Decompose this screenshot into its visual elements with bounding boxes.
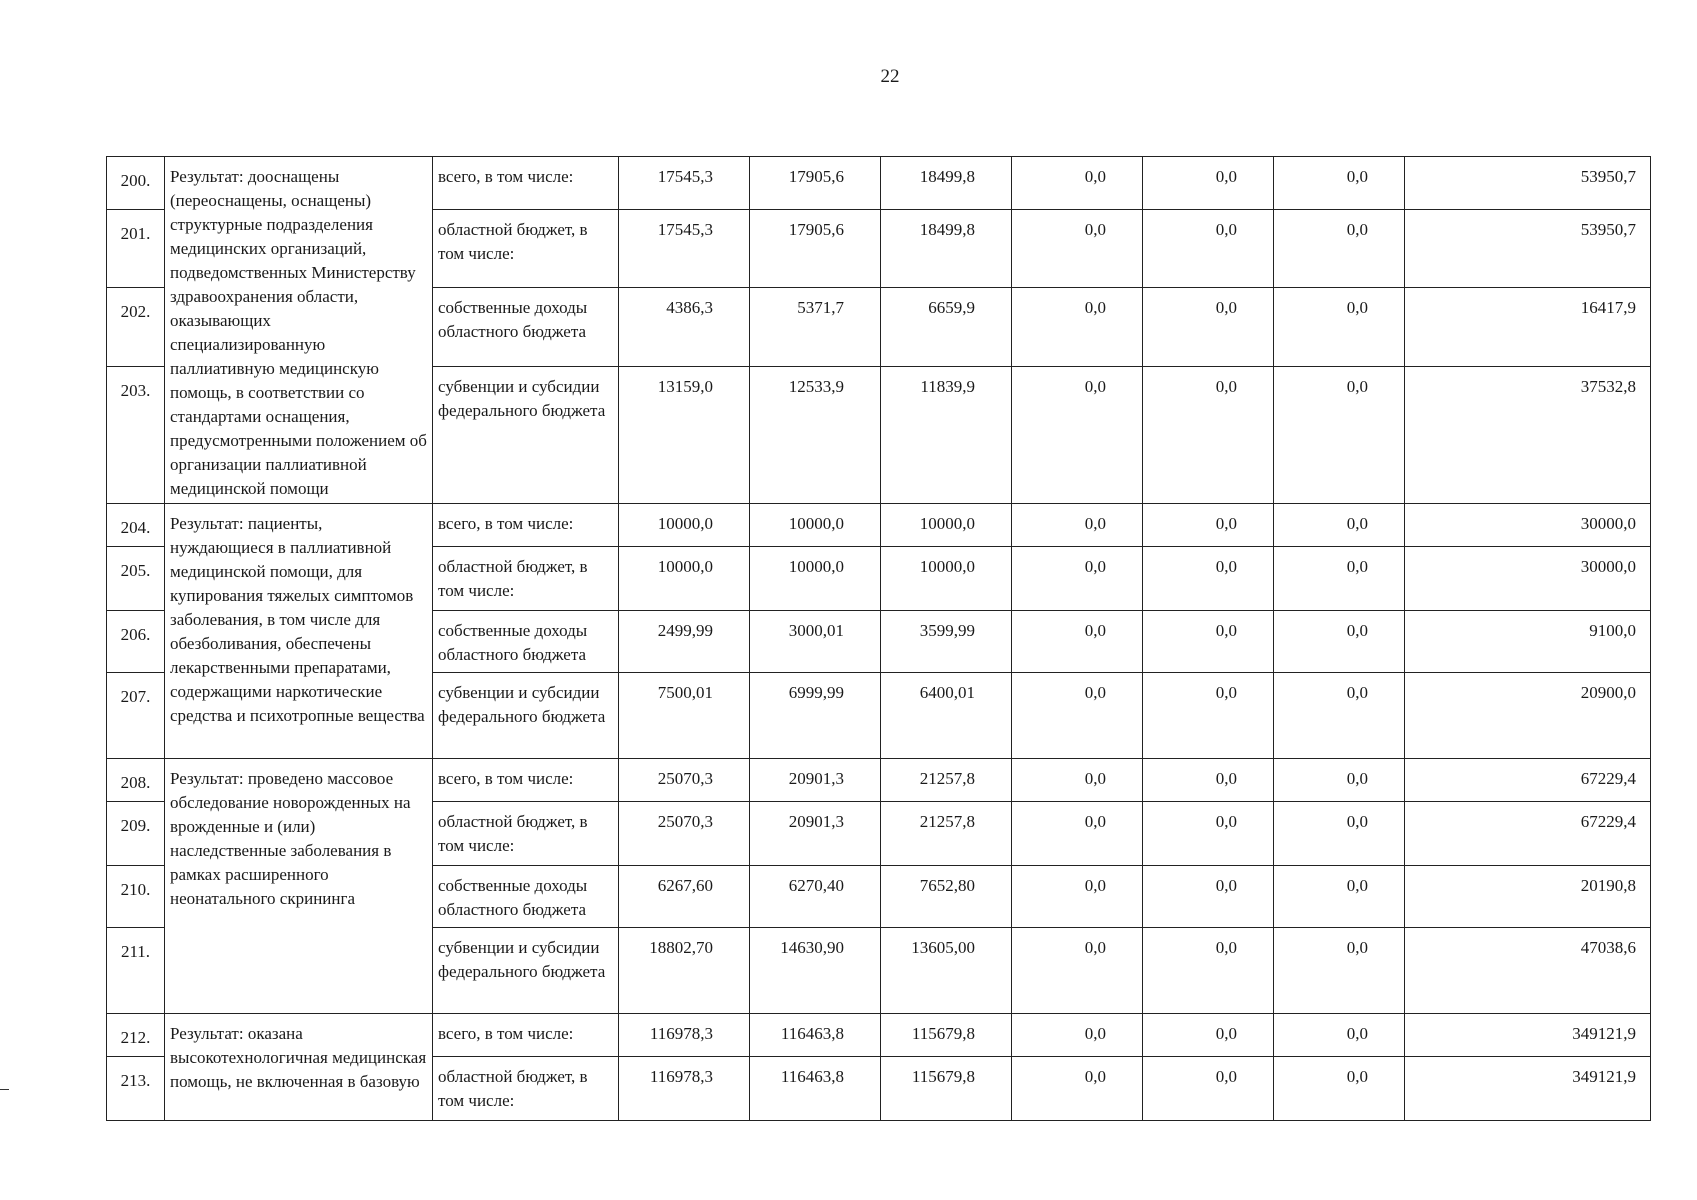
funding-source: собственные доходы областного бюджета [433,866,619,928]
funding-source: всего, в том числе: [433,504,619,547]
budget-table [106,156,1651,1121]
year-value: 0,0 [1274,611,1405,673]
year-value: 0,0 [1012,1014,1143,1057]
year-value: 6270,40 [750,866,881,928]
total-value: 67229,4 [1405,802,1651,866]
total-value: 349121,9 [1405,1014,1651,1057]
year-value: 13159,0 [619,367,750,504]
funding-source: субвенции и субсидии федерального бюджета [433,673,619,759]
year-value: 0,0 [1143,759,1274,802]
year-value: 17545,3 [619,210,750,287]
year-value: 0,0 [1143,157,1274,210]
year-value: 18499,8 [881,157,1012,210]
total-value: 30000,0 [1405,504,1651,547]
year-value: 17905,6 [750,210,881,287]
total-value: 53950,7 [1405,157,1651,210]
row-number: 203. [107,367,165,504]
year-value: 115679,8 [881,1057,1012,1121]
year-value: 17545,3 [619,157,750,210]
year-value: 21257,8 [881,759,1012,802]
total-value: 53950,7 [1405,210,1651,287]
result-description: Результат: проведено массовое обследование новорожденных на врожденные и (или) наследственные заболевания в рамках расширенного неонатального скрининга [165,759,433,1014]
row-number: 201. [107,210,165,287]
year-value: 0,0 [1143,504,1274,547]
year-value: 0,0 [1143,1014,1274,1057]
funding-source: областной бюджет, в том числе: [433,802,619,866]
year-value: 116463,8 [750,1014,881,1057]
year-value: 0,0 [1143,611,1274,673]
year-value: 10000,0 [750,547,881,611]
year-value: 0,0 [1274,866,1405,928]
year-value: 7652,80 [881,866,1012,928]
year-value: 0,0 [1143,287,1274,367]
year-value: 0,0 [1143,1057,1274,1121]
year-value: 0,0 [1143,928,1274,1014]
year-value: 5371,7 [750,287,881,367]
total-value: 9100,0 [1405,611,1651,673]
year-value: 0,0 [1012,547,1143,611]
year-value: 10000,0 [750,504,881,547]
year-value: 0,0 [1274,928,1405,1014]
funding-source: всего, в том числе: [433,157,619,210]
year-value: 0,0 [1012,157,1143,210]
total-value: 20900,0 [1405,673,1651,759]
year-value: 6999,99 [750,673,881,759]
year-value: 0,0 [1012,673,1143,759]
total-value: 47038,6 [1405,928,1651,1014]
year-value: 0,0 [1012,611,1143,673]
row-number: 213. [107,1057,165,1121]
year-value: 6659,9 [881,287,1012,367]
table-row [107,157,1651,210]
page-number: 22 [880,66,900,87]
row-number: 202. [107,287,165,367]
funding-source: всего, в том числе: [433,759,619,802]
row-number: 207. [107,673,165,759]
year-value: 6267,60 [619,866,750,928]
row-number: 204. [107,504,165,547]
total-value: 349121,9 [1405,1057,1651,1121]
year-value: 0,0 [1274,287,1405,367]
year-value: 6400,01 [881,673,1012,759]
year-value: 0,0 [1274,802,1405,866]
row-number: 211. [107,928,165,1014]
year-value: 0,0 [1274,1057,1405,1121]
funding-source: всего, в том числе: [433,1014,619,1057]
funding-source: субвенции и субсидии федерального бюджета [433,367,619,504]
funding-source: собственные доходы областного бюджета [433,287,619,367]
total-value: 67229,4 [1405,759,1651,802]
row-number: 212. [107,1014,165,1057]
funding-source: областной бюджет, в том числе: [433,1057,619,1121]
total-value: 37532,8 [1405,367,1651,504]
year-value: 0,0 [1274,759,1405,802]
table-body [107,157,1651,1121]
year-value: 18802,70 [619,928,750,1014]
year-value: 2499,99 [619,611,750,673]
year-value: 0,0 [1274,210,1405,287]
year-value: 13605,00 [881,928,1012,1014]
year-value: 0,0 [1274,673,1405,759]
funding-source: собственные доходы областного бюджета [433,611,619,673]
year-value: 0,0 [1012,287,1143,367]
year-value: 3000,01 [750,611,881,673]
table-row [107,759,1651,802]
year-value: 21257,8 [881,802,1012,866]
year-value: 0,0 [1012,759,1143,802]
year-value: 0,0 [1012,802,1143,866]
year-value: 18499,8 [881,210,1012,287]
year-value: 14630,90 [750,928,881,1014]
year-value: 4386,3 [619,287,750,367]
year-value: 12533,9 [750,367,881,504]
year-value: 116463,8 [750,1057,881,1121]
year-value: 10000,0 [881,504,1012,547]
year-value: 25070,3 [619,759,750,802]
year-value: 116978,3 [619,1014,750,1057]
year-value: 115679,8 [881,1014,1012,1057]
year-value: 17905,6 [750,157,881,210]
year-value: 0,0 [1143,210,1274,287]
year-value: 0,0 [1274,367,1405,504]
year-value: 0,0 [1012,367,1143,504]
year-value: 0,0 [1012,866,1143,928]
total-value: 30000,0 [1405,547,1651,611]
year-value: 0,0 [1274,547,1405,611]
year-value: 3599,99 [881,611,1012,673]
table-row [107,504,1651,547]
row-number: 209. [107,802,165,866]
year-value: 7500,01 [619,673,750,759]
row-number: 206. [107,611,165,673]
result-description: Результат: оказана высокотехнологичная медицинская помощь, не включенная в базовую [165,1014,433,1121]
total-value: 20190,8 [1405,866,1651,928]
row-number: 210. [107,866,165,928]
funding-source: областной бюджет, в том числе: [433,547,619,611]
year-value: 10000,0 [619,504,750,547]
year-value: 0,0 [1143,673,1274,759]
year-value: 0,0 [1012,504,1143,547]
year-value: 0,0 [1012,928,1143,1014]
result-description: Результат: дооснащены (переоснащены, оснащены) структурные подразделения медицинских организаций, подведомственных Министерству здравоохранения области, оказывающих специализированную паллиативную медицинскую помощь, в соответствии со стандартами оснащения, предусмотренными положением об организации паллиативной медицинской помощи [165,157,433,504]
funding-source: областной бюджет, в том числе: [433,210,619,287]
row-number: 208. [107,759,165,802]
year-value: 0,0 [1274,1014,1405,1057]
year-value: 10000,0 [881,547,1012,611]
year-value: 0,0 [1012,210,1143,287]
result-description: Результат: пациенты, нуждающиеся в паллиативной медицинской помощи, для купирования тяжелых симптомов заболевания, в том числе для обезболивания, обеспечены лекарственными препаратами, содержащими наркотические средства и психотропные вещества [165,504,433,759]
total-value: 16417,9 [1405,287,1651,367]
year-value: 25070,3 [619,802,750,866]
row-number: 205. [107,547,165,611]
year-value: 0,0 [1274,157,1405,210]
year-value: 116978,3 [619,1057,750,1121]
year-value: 0,0 [1274,504,1405,547]
funding-source: субвенции и субсидии федерального бюджета [433,928,619,1014]
year-value: 0,0 [1143,367,1274,504]
year-value: 0,0 [1143,866,1274,928]
year-value: 0,0 [1143,802,1274,866]
year-value: 20901,3 [750,802,881,866]
year-value: 20901,3 [750,759,881,802]
year-value: 0,0 [1012,1057,1143,1121]
year-value: 0,0 [1143,547,1274,611]
year-value: 11839,9 [881,367,1012,504]
row-number: 200. [107,157,165,210]
year-value: 10000,0 [619,547,750,611]
table-row [107,1014,1651,1057]
margin-mark [0,1089,9,1090]
